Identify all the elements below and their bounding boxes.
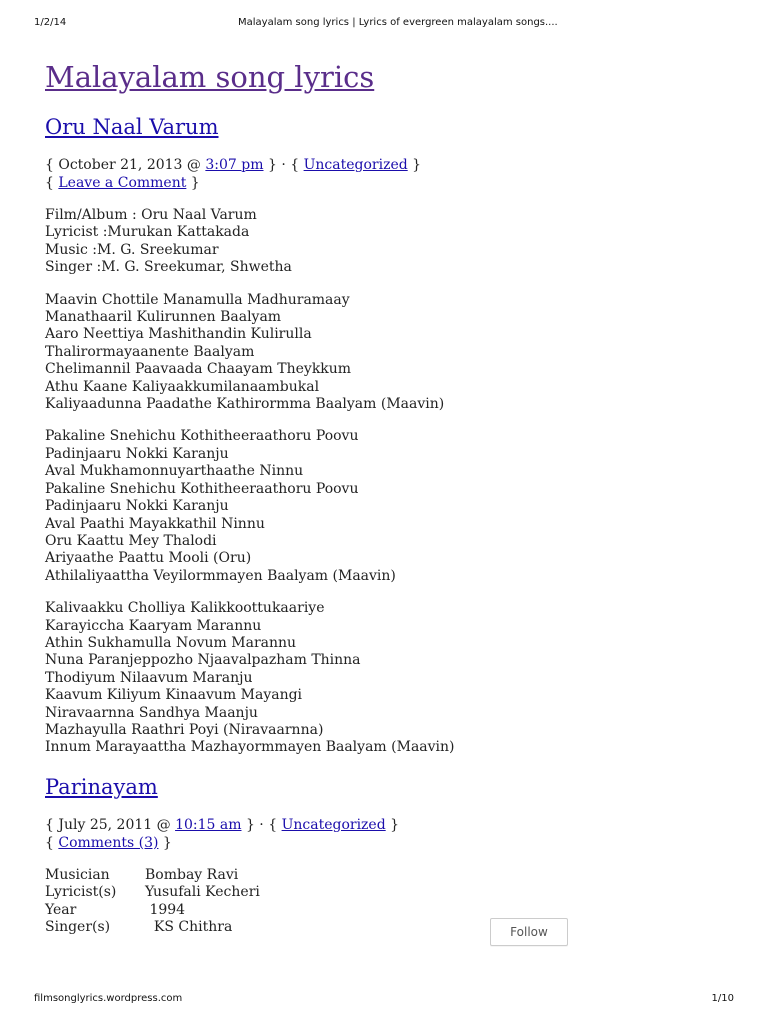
info-key: Singer(s) (45, 919, 111, 935)
post-meta: { October 21, 2013 @ 3:07 pm } · { Uncategorized } { Leave a Comment } (45, 157, 422, 191)
info-row (45, 919, 260, 936)
lyric-line: Pakaline Snehichu Kothitheeraathoru Poovu (45, 428, 359, 445)
info-row (45, 867, 260, 884)
print-site-url: filmsonglyrics.wordpress.com (34, 993, 183, 1004)
lyric-line: Oru Kaattu Mey Thalodi (45, 532, 217, 549)
lyric-line: Kaliyaadunna Paadathe Kathirormma Baalyam (Maavin) (45, 396, 445, 413)
main-content (45, 58, 725, 936)
info-value: Yusufali Kecheri (145, 884, 260, 901)
info-key: Musician (45, 866, 110, 883)
info-value: 1994 (145, 901, 186, 918)
print-page-number: 1/10 (711, 993, 734, 1004)
info-value: Bombay Ravi (145, 866, 239, 883)
lyric-line: Padinjaaru Nokki Karanju (45, 445, 229, 462)
lyric-line: Music :M. G. Sreekumar (45, 241, 219, 258)
lyric-line: Aval Mukhamonnuyarthaathe Ninnu (45, 463, 304, 480)
lyric-line: Nuna Paranjeppozho Njaavalpazham Thinna (45, 652, 361, 669)
post (45, 113, 725, 757)
lyric-line: Athu Kaane Kaliyaakkumilanaambukal (45, 378, 320, 395)
lyric-line: Lyricist :Murukan Kattakada (45, 224, 250, 241)
lyric-line: Chelimannil Paavaada Chaayam Theykkum (45, 361, 352, 378)
lyrics-stanza (45, 207, 725, 277)
info-row (45, 902, 260, 919)
lyric-line: Singer :M. G. Sreekumar, Shwetha (45, 259, 292, 276)
lyric-line: Niravaarnna Sandhya Maanju (45, 704, 258, 721)
info-key: Lyricist(s) (45, 884, 117, 901)
lyric-line: Pakaline Snehichu Kothitheeraathoru Poovu (45, 480, 359, 497)
info-value: KS Chithra (145, 919, 233, 935)
lyric-line: Kaavum Kiliyum Kinaavum Mayangi (45, 687, 303, 704)
post-meta: { July 25, 2011 @ 10:15 am } · { Uncategorized } { Comments (3) } (45, 816, 400, 851)
post-time-link[interactable]: 3:07 pm (205, 157, 264, 173)
lyric-line: Karayiccha Kaaryam Marannu (45, 617, 262, 634)
category-link[interactable]: Uncategorized (303, 157, 408, 173)
lyric-line: Kalivaakku Cholliya Kalikkoottukaariye (45, 600, 325, 617)
info-key: Year (45, 901, 77, 918)
lyric-line: Athilaliyaattha Veyilormmayen Baalyam (Maavin) (45, 567, 396, 584)
post-title-link[interactable]: Parinayam (45, 774, 158, 799)
print-page-title: Malayalam song lyrics | Lyrics of evergreen malayalam songs.... (238, 17, 558, 28)
post (45, 773, 725, 937)
lyric-line: Innum Marayaattha Mazhayormmayen Baalyam (Maavin) (45, 739, 455, 756)
post-body (45, 207, 725, 757)
lyric-line: Thalirormayaanente Baalyam (45, 343, 255, 360)
lyric-line: Manathaaril Kulirunnen Baalyam (45, 309, 282, 326)
category-link[interactable]: Uncategorized (281, 816, 386, 833)
follow-button[interactable]: Follow (490, 918, 568, 946)
song-info-table (45, 867, 260, 937)
lyrics-stanza (45, 600, 725, 757)
lyric-line: Athin Sukhamulla Novum Marannu (45, 634, 297, 651)
lyric-line: Aval Paathi Mayakkathil Ninnu (45, 515, 265, 532)
lyric-line: Ariyaathe Paattu Mooli (Oru) (45, 550, 252, 567)
comments-link[interactable]: Comments (3) (58, 834, 159, 851)
post-title-link[interactable]: Oru Naal Varum (45, 115, 219, 139)
lyric-line: Mazhayulla Raathri Poyi (Niravaarnna) (45, 721, 324, 738)
lyrics-stanza (45, 428, 725, 585)
lyric-line: Aaro Neettiya Mashithandin Kulirulla (45, 326, 312, 343)
lyric-line: Padinjaaru Nokki Karanju (45, 498, 229, 515)
post-time-link[interactable]: 10:15 am (175, 816, 242, 833)
site-title-link[interactable]: Malayalam song lyrics (45, 60, 375, 94)
lyric-line: Thodiyum Nilaavum Maranju (45, 669, 253, 686)
comments-link[interactable]: Leave a Comment (58, 175, 187, 191)
print-date: 1/2/14 (34, 17, 67, 28)
info-row (45, 884, 260, 901)
lyrics-stanza (45, 292, 725, 414)
lyric-line: Maavin Chottile Manamulla Madhuramaay (45, 291, 350, 308)
lyric-line: Film/Album : Oru Naal Varum (45, 207, 257, 223)
